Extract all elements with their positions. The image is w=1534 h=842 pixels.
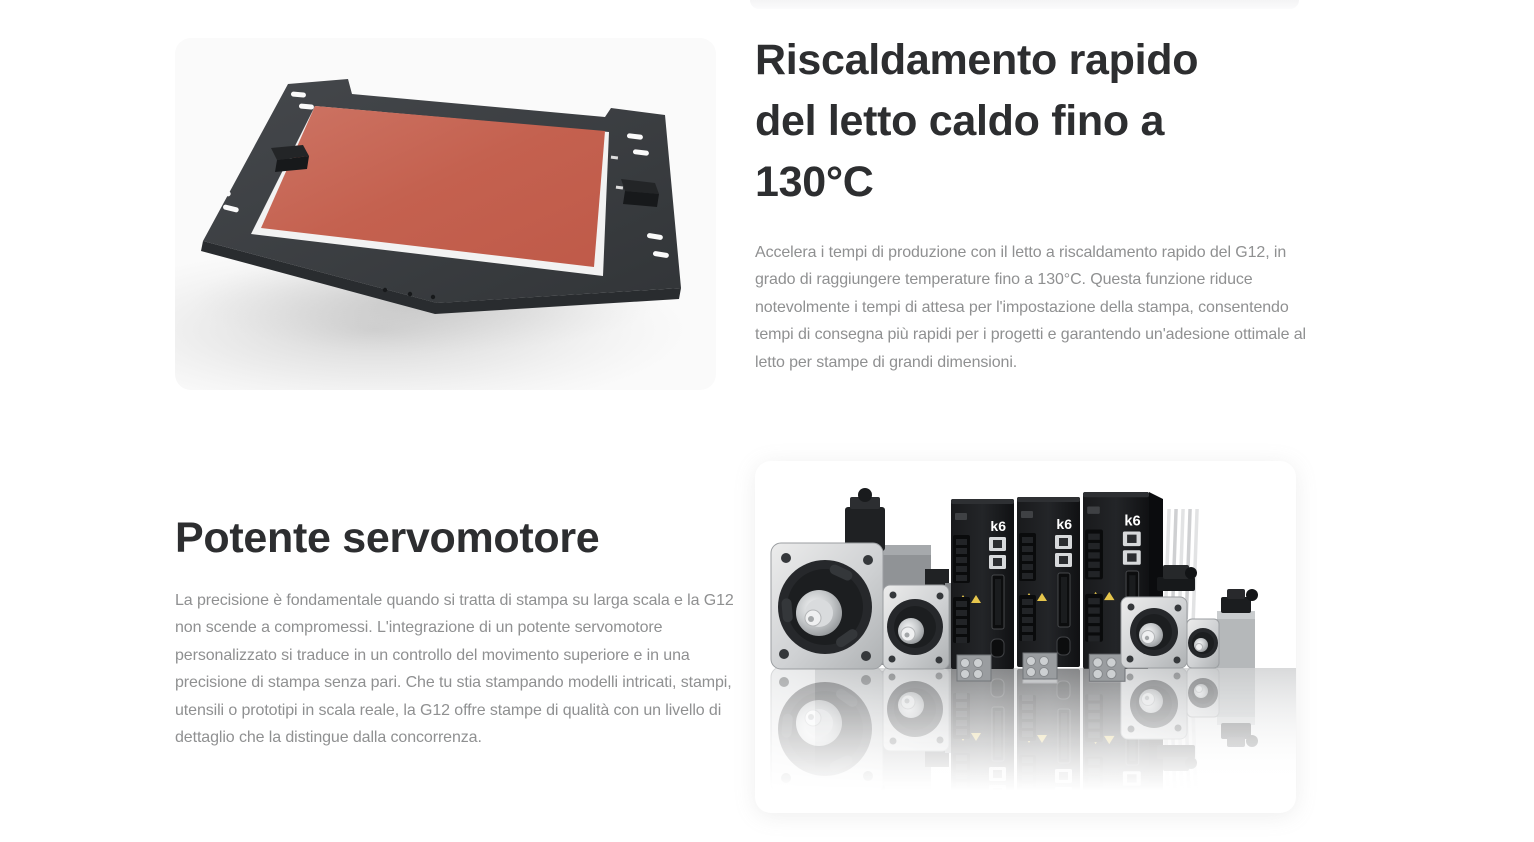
paragraph-line: precisione di stampa senza pari. Che tu stia stampando modelli intricati, stampi, bbox=[175, 674, 732, 692]
paragraph-line: letto per stampe di grandi dimensioni. bbox=[755, 353, 1018, 371]
paragraph-line: dettaglio che la distingue dalla concorrenza. bbox=[175, 729, 482, 747]
servo-motors-image: k6 bbox=[755, 461, 1296, 813]
heading-line: 130°C bbox=[755, 158, 874, 206]
bed-clip-right bbox=[621, 179, 659, 207]
heading-line: Potente servomotore bbox=[175, 514, 600, 562]
paragraph-line: notevolmente i tempi di attesa per l'impostazione della stampa, consentendo bbox=[755, 298, 1289, 316]
paragraph-line: utensili o prototipi in scala reale, la G12 offre stampe di qualità con un livello di bbox=[175, 701, 722, 719]
heading-line: del letto caldo fino a bbox=[755, 97, 1165, 145]
paragraph-line: Accelera i tempi di produzione con il letto a riscaldamento rapido del G12, in bbox=[755, 244, 1287, 261]
heading-line: Riscaldamento rapido bbox=[755, 36, 1199, 84]
paragraph-line: La precisione è fondamentale quando si tratta di stampa su larga scala e la G12 bbox=[175, 592, 734, 609]
heated-bed-heading bbox=[755, 30, 1325, 213]
paragraph-line: non scende a compromessi. L'integrazione di un potente servomotore bbox=[175, 619, 663, 637]
heated-bed-paragraph bbox=[755, 239, 1325, 376]
bed-clip-left bbox=[271, 145, 309, 172]
servo-image-card bbox=[755, 461, 1296, 813]
paragraph-line: personalizzato si traduce in un controllo del movimento superiore e in una bbox=[175, 646, 690, 664]
heated-bed-image bbox=[175, 38, 716, 390]
servo-products bbox=[771, 488, 1258, 681]
servomotor-paragraph bbox=[175, 587, 750, 751]
heated-bed-image-card bbox=[175, 38, 716, 390]
paragraph-line: grado di raggiungere temperature fino a 130°C. Questa funzione riduce bbox=[755, 271, 1253, 289]
heated-bed-text-column bbox=[755, 30, 1325, 376]
previous-section-card-bottom-edge bbox=[750, 0, 1299, 9]
servomotor-heading bbox=[175, 508, 599, 569]
paragraph-line: tempi di consegna più rapidi per i progetti e garantendo un'adesione ottimale al bbox=[755, 326, 1306, 344]
